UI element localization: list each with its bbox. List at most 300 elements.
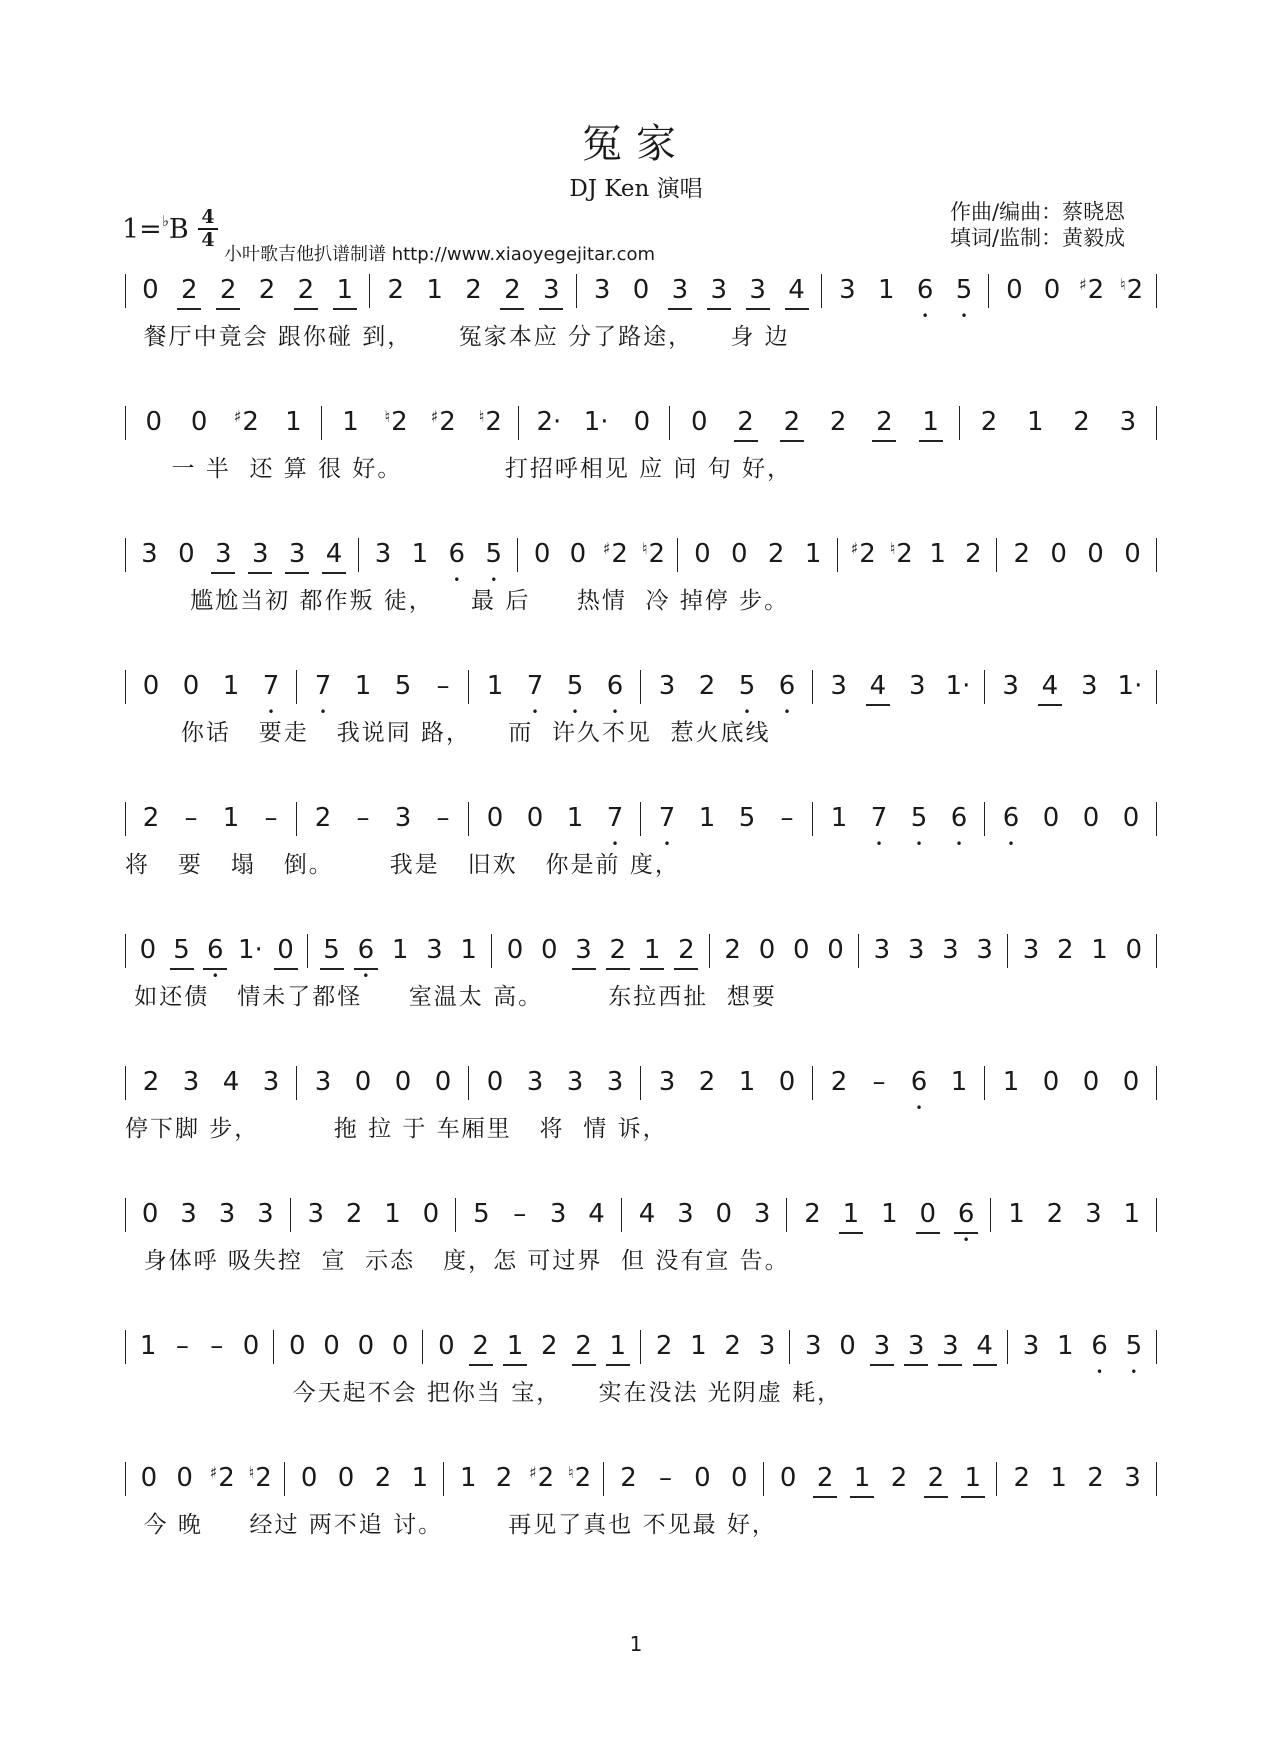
barline	[125, 1066, 126, 1100]
note: 5 •	[907, 800, 931, 836]
note: 6 •	[947, 800, 971, 836]
note: 2	[780, 404, 804, 442]
note: ♯2	[209, 1463, 235, 1493]
note: 0	[1082, 803, 1100, 833]
note: 3	[1022, 935, 1040, 965]
note: –	[872, 1067, 886, 1097]
note: 0	[1082, 1067, 1100, 1097]
note: 6 •	[1088, 1328, 1112, 1364]
note: 3	[839, 275, 856, 305]
measure	[322, 392, 519, 448]
measure	[790, 1316, 1008, 1372]
lyrics-line: 如还债 情未了都怪 室温太 高。 东拉西扯 想要	[125, 984, 777, 1010]
note: 3	[182, 1067, 200, 1097]
measure	[577, 260, 822, 316]
lyrics-line: 餐厅中竟会 跟你碰 到， 冤家本应 分了路途， 身 边	[125, 324, 790, 350]
note: 0	[1042, 1067, 1060, 1097]
score-line	[125, 1316, 1157, 1436]
measure	[291, 1184, 457, 1240]
note: 0	[731, 1463, 748, 1493]
note: 1	[1057, 1331, 1074, 1361]
note: 3	[1022, 1331, 1040, 1361]
measure	[813, 656, 985, 712]
note: 3	[257, 1199, 274, 1229]
note: 0	[827, 935, 844, 965]
measure	[125, 788, 297, 844]
note: ♮2	[1119, 275, 1144, 305]
note: ♯2	[602, 539, 628, 569]
note: 1	[460, 935, 477, 965]
note: 1	[919, 404, 943, 442]
note: 1	[961, 1460, 985, 1498]
note: 1	[690, 1331, 707, 1361]
note: 3	[593, 275, 611, 305]
note: 1	[391, 935, 409, 965]
note: 4	[222, 1067, 240, 1097]
measure	[985, 656, 1157, 712]
note: 0	[242, 1331, 260, 1361]
note: 1	[384, 1199, 401, 1229]
note: ♮2	[889, 539, 913, 569]
score-line	[125, 1052, 1157, 1172]
measure	[787, 1184, 991, 1240]
measure	[838, 524, 998, 580]
note: 5	[473, 1199, 490, 1229]
note: 6 •	[445, 536, 469, 572]
note: 0	[323, 1331, 340, 1361]
note: 3	[753, 1199, 771, 1229]
composer-credit: 作曲/编曲：蔡晓恩	[950, 200, 1126, 224]
note: 0	[569, 539, 587, 569]
barline	[125, 670, 126, 704]
note: 1	[459, 1463, 477, 1493]
barline	[1156, 1198, 1157, 1232]
note: 2	[724, 1331, 741, 1361]
note: 6 •	[913, 272, 937, 308]
note: 3	[394, 803, 412, 833]
note: 3	[141, 539, 158, 569]
measure	[359, 524, 519, 580]
note: 1	[503, 1328, 527, 1366]
note: 3	[668, 272, 692, 310]
note: 2	[698, 1067, 716, 1097]
note: 1	[285, 407, 302, 437]
note: 1	[881, 1199, 898, 1229]
sharp-icon: ♯	[602, 539, 611, 558]
natural-icon: ♮	[889, 539, 896, 558]
measure	[370, 260, 576, 316]
measure	[518, 524, 678, 580]
note: 2	[374, 1463, 392, 1493]
flat-icon: ♭	[161, 212, 169, 230]
measure	[991, 1184, 1157, 1240]
note: 6 •	[203, 932, 227, 970]
note: 4	[866, 668, 890, 706]
note: 4	[1038, 668, 1062, 706]
measure	[678, 524, 838, 580]
barline	[125, 934, 126, 968]
note: 2	[495, 1463, 513, 1493]
measure-row	[125, 788, 1157, 844]
measure	[125, 920, 308, 976]
note: 2	[767, 539, 785, 569]
measure	[125, 392, 322, 448]
measure	[297, 1052, 469, 1108]
note: 3	[830, 671, 847, 701]
note: 1	[698, 803, 716, 833]
note: 0	[540, 935, 558, 965]
note: 0	[289, 1331, 306, 1361]
transcriber-site: 小叶歌吉他扒谱制谱 http://www.xiaoyegejitar.com	[224, 244, 656, 265]
note: 2	[1073, 407, 1090, 437]
note: 2	[1013, 539, 1030, 569]
note: 1	[222, 803, 240, 833]
measure	[859, 920, 1008, 976]
note: 0	[779, 1463, 797, 1493]
note: 2	[142, 1067, 160, 1097]
measure	[125, 260, 370, 316]
barline	[1156, 1330, 1157, 1364]
measure	[444, 1448, 604, 1504]
note: 0	[300, 1463, 318, 1493]
note: 0	[1122, 803, 1140, 833]
sharp-icon: ♯	[233, 407, 242, 426]
note: 0	[526, 803, 544, 833]
measure	[604, 1448, 764, 1504]
note: 5 •	[563, 668, 587, 704]
measure-row	[125, 1316, 1157, 1372]
measure	[985, 788, 1157, 844]
note: 1	[640, 932, 664, 970]
natural-icon: ♮	[1119, 275, 1126, 294]
measure	[1008, 1316, 1157, 1372]
score-line	[125, 260, 1157, 380]
note: 2	[804, 1199, 821, 1229]
measure-row	[125, 1184, 1157, 1240]
sharp-icon: ♯	[430, 407, 439, 426]
note: 1·	[238, 935, 263, 965]
barline	[1156, 274, 1157, 308]
note: 0	[533, 539, 551, 569]
note: –	[513, 1199, 527, 1229]
measure	[989, 260, 1157, 316]
measure	[641, 1316, 790, 1372]
song-title: 冤家	[582, 121, 690, 167]
score-line	[125, 1184, 1157, 1304]
note: 3	[758, 1331, 776, 1361]
note: 3	[539, 272, 563, 310]
measure	[822, 260, 990, 316]
lyrics-line: 将 要 塌 倒。 我是 旧欢 你是前 度，	[125, 852, 680, 878]
lyrics-line: 今 晚 经过 两不追 讨。 再见了真也 不见最 好，	[125, 1512, 777, 1538]
note: 2	[572, 1328, 596, 1366]
measure	[997, 524, 1157, 580]
note: 6 •	[354, 932, 378, 970]
score-line	[125, 920, 1157, 1040]
lyrics-line: 停下脚 步， 拖 拉 于 车厢里 将 情 诉，	[125, 1116, 668, 1142]
note: 3	[1124, 1463, 1141, 1493]
note: 3	[314, 1067, 332, 1097]
note: 0	[792, 935, 810, 965]
measure	[456, 1184, 622, 1240]
lyrics-line: 你话 要走 我说同 路， 而 许久不见 惹火底线	[125, 720, 771, 746]
note: –	[658, 1463, 672, 1493]
note: 6 •	[907, 1064, 931, 1100]
sharp-icon: ♯	[850, 539, 859, 558]
measure-row	[125, 1448, 1157, 1504]
measure	[469, 788, 641, 844]
measure	[813, 1052, 985, 1108]
note: 1	[411, 1463, 429, 1493]
note: 3	[938, 1328, 962, 1366]
note: 4	[588, 1199, 605, 1229]
note: 2	[829, 407, 847, 437]
note: 0	[694, 1463, 711, 1493]
measure	[297, 656, 469, 712]
note: 5 •	[482, 536, 506, 572]
note: 1	[929, 539, 946, 569]
note: ♯2	[850, 539, 876, 569]
measure	[125, 1316, 274, 1372]
performer-subtitle: DJ Ken 演唱	[569, 176, 703, 202]
note: 2	[655, 1331, 673, 1361]
note: 6 •	[999, 800, 1023, 836]
note: 0	[434, 1067, 452, 1097]
note: 1	[566, 803, 584, 833]
note: 0	[486, 1067, 504, 1097]
note: 0	[758, 935, 776, 965]
note: 1·	[1117, 671, 1143, 701]
barline	[125, 1198, 126, 1232]
measure	[274, 1316, 423, 1372]
note: 4	[973, 1328, 997, 1366]
measure	[985, 1052, 1157, 1108]
note: 4	[322, 536, 346, 574]
note: 0	[778, 1067, 796, 1097]
note: 7 •	[259, 668, 283, 704]
natural-icon: ♮	[478, 407, 485, 426]
note: 1	[830, 803, 848, 833]
lyrics-line: 今天起不会 把你当 宝， 实在没法 光阴虚 耗，	[125, 1380, 843, 1406]
note: 3	[908, 671, 926, 701]
note: –	[264, 803, 278, 833]
note: 4	[638, 1199, 656, 1229]
score-line	[125, 392, 1157, 512]
note: 0	[145, 407, 162, 437]
note: 1	[333, 272, 357, 310]
note: 2	[1087, 1463, 1104, 1493]
note: 3	[526, 1067, 544, 1097]
note: 0	[1124, 539, 1141, 569]
note: 2	[314, 803, 332, 833]
barline	[1156, 802, 1157, 836]
score-line	[125, 1448, 1157, 1568]
note: ♮2	[478, 407, 502, 437]
note: 3	[907, 935, 925, 965]
barline	[1156, 1462, 1157, 1496]
note: 2	[1056, 935, 1074, 965]
measure	[622, 1184, 788, 1240]
note: 0	[1006, 275, 1023, 305]
note: 0	[139, 935, 157, 965]
note: 0	[337, 1463, 355, 1493]
note: 0	[1087, 539, 1104, 569]
measure-row	[125, 524, 1157, 580]
note: 4	[785, 272, 809, 310]
note: 3	[566, 1067, 584, 1097]
note: 1	[354, 671, 372, 701]
note: 2	[216, 272, 240, 310]
measure	[519, 392, 670, 448]
note: 2	[734, 404, 758, 442]
barline	[1156, 406, 1157, 440]
barline	[125, 1462, 126, 1496]
note: 3	[1002, 671, 1019, 701]
barline	[1156, 1066, 1157, 1100]
measure	[125, 1052, 297, 1108]
lyrics-line: 一 半 还 算 很 好。 打招呼相见 应 问 句 好，	[125, 456, 793, 482]
natural-icon: ♮	[641, 539, 648, 558]
measure	[125, 1448, 285, 1504]
note: 1	[139, 1331, 157, 1361]
barline	[1156, 934, 1157, 968]
note: 2	[965, 539, 982, 569]
note: 0	[178, 539, 195, 569]
note: 1	[426, 275, 443, 305]
note: 3	[374, 539, 392, 569]
note: 1·	[945, 671, 971, 701]
note: –	[356, 803, 370, 833]
note: 7 •	[603, 800, 627, 836]
note: 2·	[536, 407, 562, 437]
note: 6 •	[775, 668, 799, 704]
note: 3	[307, 1199, 325, 1229]
note: –	[210, 1331, 224, 1361]
note: 0	[633, 407, 651, 437]
note: 1	[1002, 1067, 1020, 1097]
natural-icon: ♮	[248, 1463, 255, 1482]
sharp-icon: ♯	[209, 1463, 218, 1482]
note: 2	[890, 1463, 908, 1493]
key-signature	[122, 214, 189, 245]
note: 0	[141, 1199, 159, 1229]
note: 0	[916, 1196, 940, 1234]
note: 0	[1050, 539, 1067, 569]
note: 1	[1008, 1199, 1025, 1229]
note: 0	[274, 932, 298, 970]
note: –	[436, 671, 450, 701]
note: 3	[904, 1328, 928, 1366]
note: 0	[182, 671, 200, 701]
note: 3	[1119, 407, 1137, 437]
note: 1	[850, 1460, 874, 1498]
note: 7 •	[867, 800, 891, 836]
note: 2	[620, 1463, 637, 1493]
note: 3	[549, 1199, 567, 1229]
note: ♮2	[641, 539, 666, 569]
natural-icon: ♮	[567, 1463, 574, 1482]
natural-icon: ♮	[384, 407, 391, 426]
note: 0	[1042, 803, 1060, 833]
note: 7 •	[655, 800, 679, 836]
note: 3	[707, 272, 731, 310]
note: 1	[342, 407, 359, 437]
note: 1	[1050, 1463, 1067, 1493]
note: 7 •	[311, 668, 335, 704]
lyrics-line: 尴尬当初 都作叛 徒， 最 后 热情 冷 掉停 步。	[125, 588, 790, 614]
note: 2	[294, 272, 318, 310]
note: 2	[469, 1328, 493, 1366]
note: –	[780, 803, 794, 833]
note: ♯2	[233, 407, 259, 437]
note: 3	[805, 1331, 822, 1361]
note: 3	[870, 1328, 894, 1366]
note: 1	[950, 1067, 968, 1097]
note: 0	[422, 1199, 440, 1229]
note: 2	[980, 407, 998, 437]
note: 1·	[583, 407, 609, 437]
note: 0	[394, 1067, 412, 1097]
note: 3	[218, 1199, 236, 1229]
barline	[1156, 538, 1157, 572]
measure-row	[125, 920, 1157, 976]
note: ♮2	[384, 407, 408, 437]
note: 2	[724, 935, 741, 965]
time-signature	[198, 208, 218, 250]
note: 3	[658, 671, 676, 701]
note: 1	[1123, 1199, 1140, 1229]
note: 1	[878, 275, 895, 305]
note: 5	[320, 932, 344, 970]
measure	[710, 920, 859, 976]
measure	[297, 788, 469, 844]
note: 2	[142, 803, 160, 833]
note: 0	[694, 539, 711, 569]
barline	[125, 538, 126, 572]
note: 0	[486, 803, 504, 833]
note: 3	[942, 935, 959, 965]
note: 2	[813, 1460, 837, 1498]
note: 3	[426, 935, 443, 965]
note: 0	[1125, 935, 1143, 965]
measure-row	[125, 260, 1157, 316]
note: 5	[738, 803, 756, 833]
note: 2	[674, 932, 698, 970]
barline	[125, 274, 126, 308]
barline	[125, 802, 126, 836]
note: 0	[190, 407, 208, 437]
note: 5 •	[735, 668, 759, 704]
note: 6 •	[603, 668, 627, 704]
note: 2	[258, 275, 276, 305]
barline	[1156, 670, 1157, 704]
note: 0	[142, 275, 159, 305]
note: 2	[698, 671, 716, 701]
note: 1	[1027, 407, 1044, 437]
note: 3	[746, 272, 770, 310]
note: ♯2	[1078, 275, 1105, 305]
note: 0	[391, 1331, 409, 1361]
meter-top: 4	[201, 206, 215, 228]
score-line	[125, 656, 1157, 776]
note: 3	[677, 1199, 694, 1229]
measure	[125, 1184, 291, 1240]
measure	[423, 1316, 641, 1372]
measure	[641, 1052, 813, 1108]
measure-row	[125, 1052, 1157, 1108]
note: 3	[1085, 1199, 1102, 1229]
note: 2	[606, 932, 630, 970]
